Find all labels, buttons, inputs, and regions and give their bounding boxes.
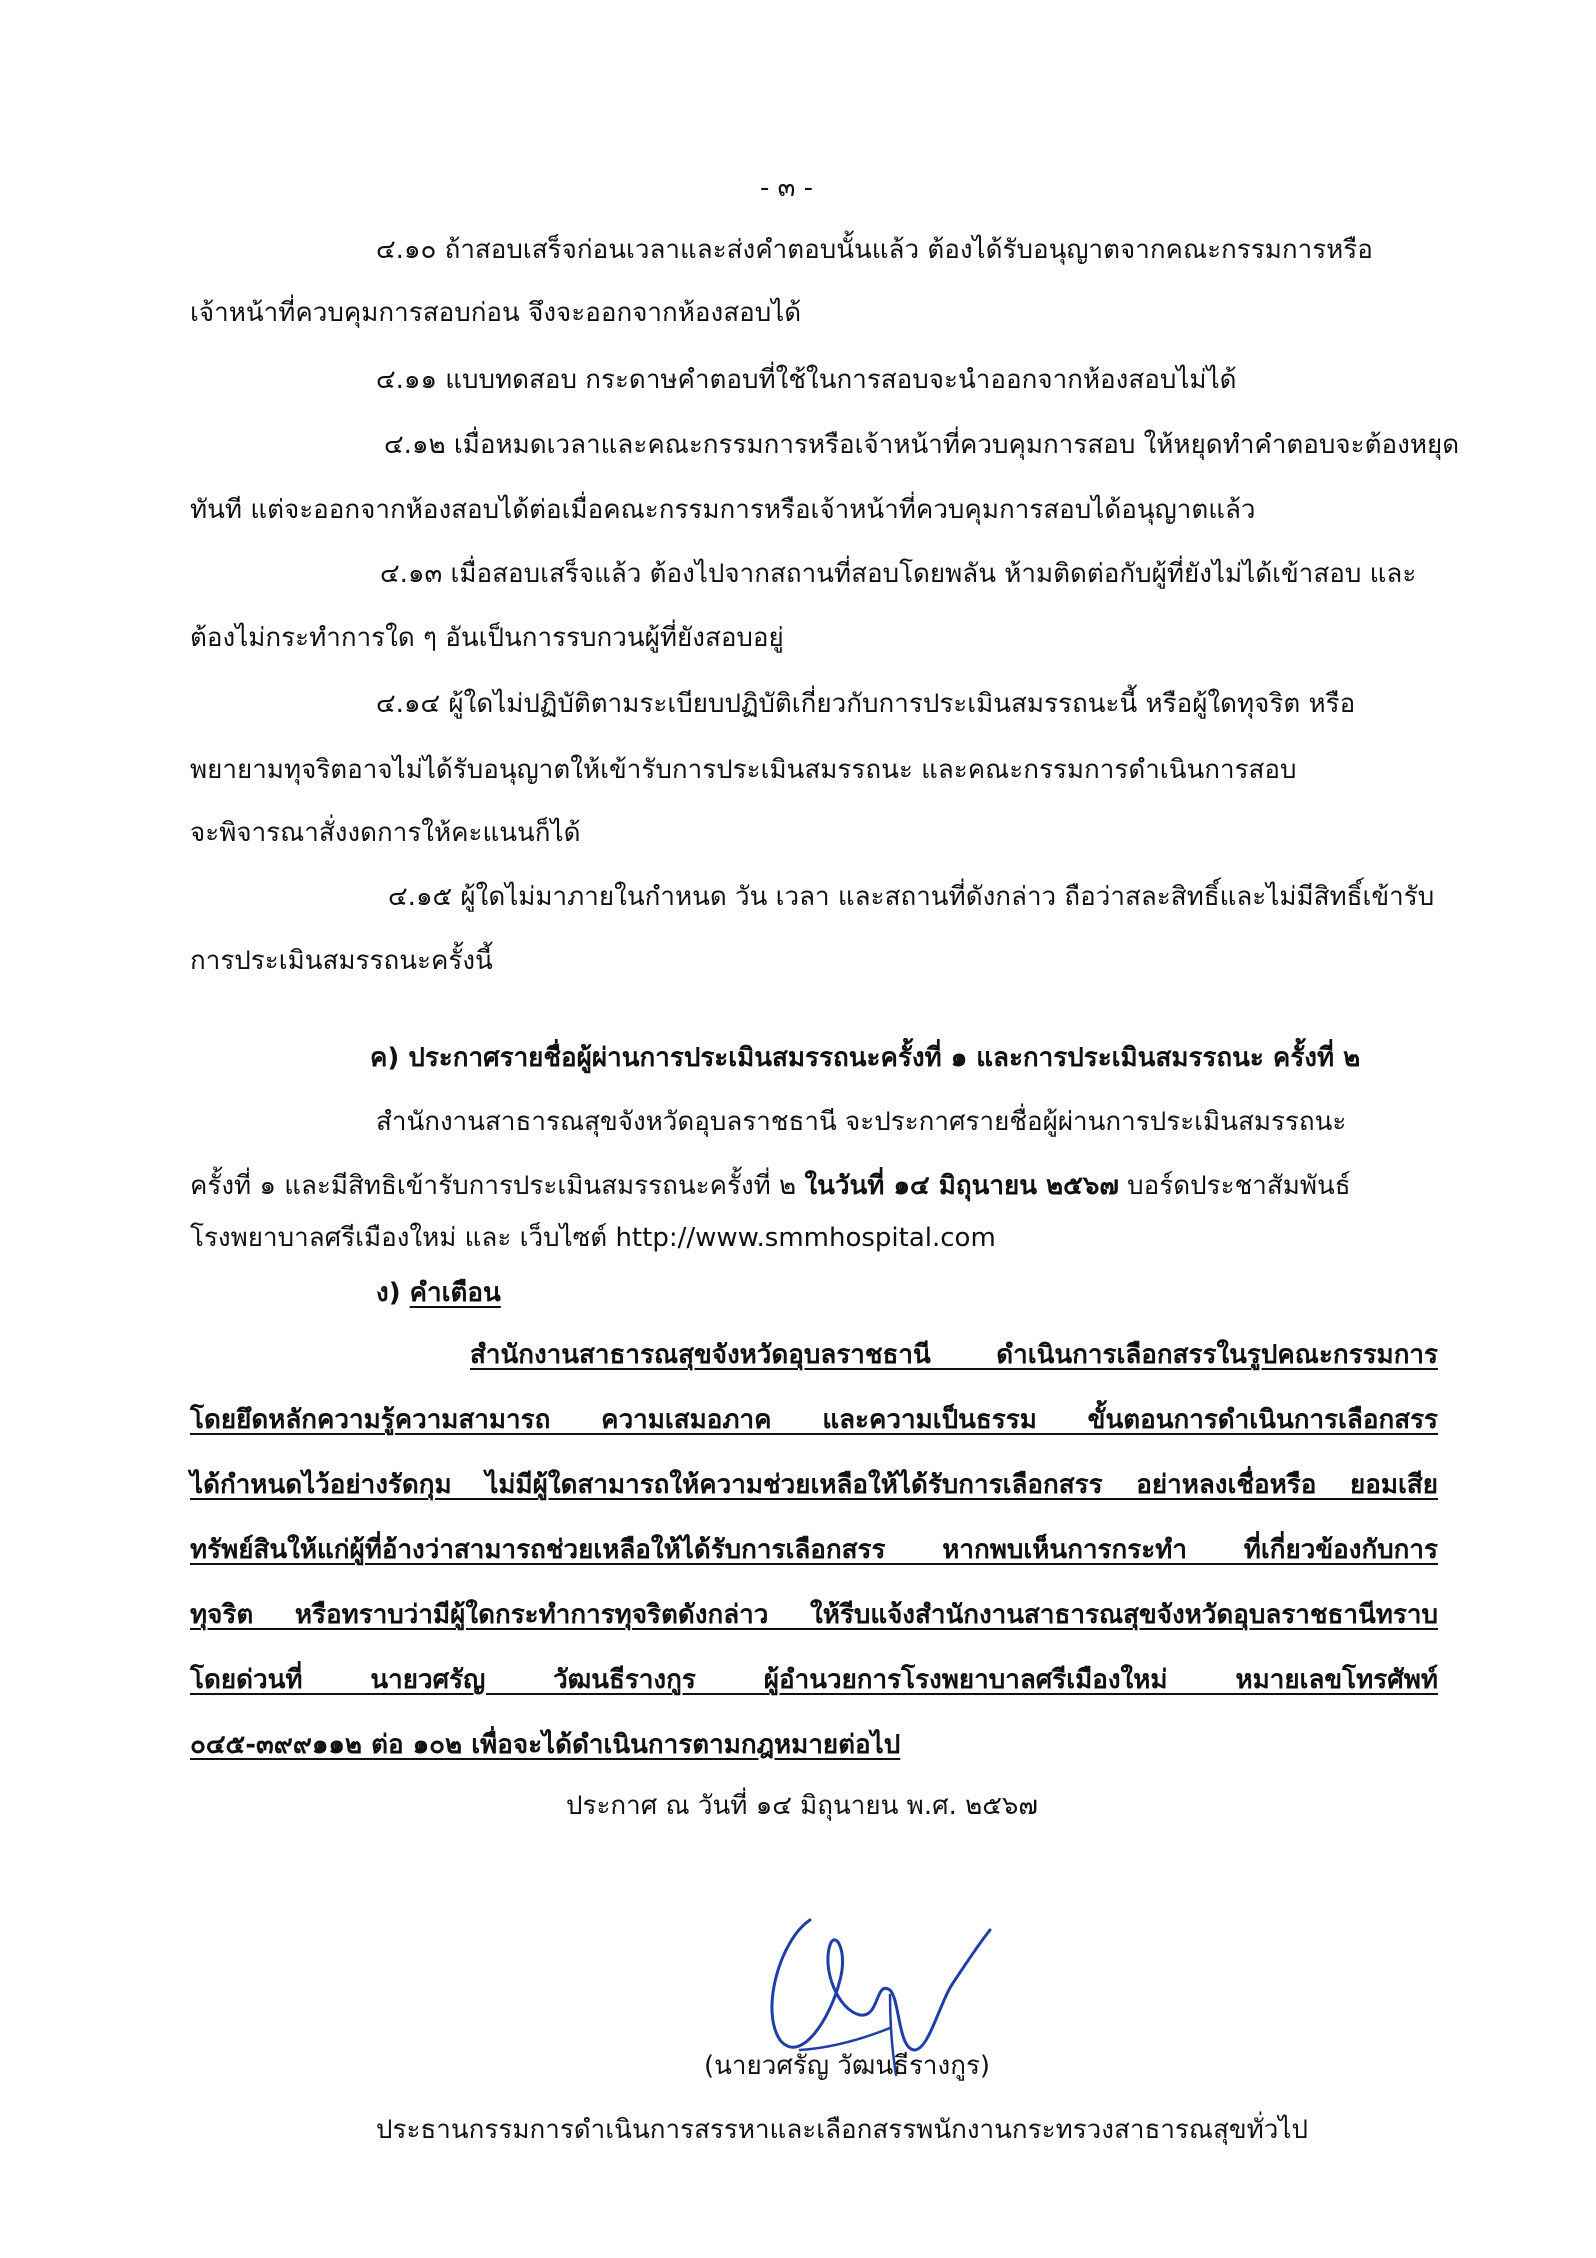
item-4-12-line-2: ทันที แต่จะออกจากห้องสอบได้ต่อเมื่อคณะกรรมการหรือเจ้าหน้าที่ควบคุมการสอบได้อนุญาตแล้ว — [190, 495, 1256, 525]
page-number: - ๓ - — [760, 173, 814, 203]
section-c-line-1: สำนักงานสาธารณสุขจังหวัดอุบลราชธานี จะประกาศรายชื่อผู้ผ่านการประเมินสมรรถนะ — [376, 1107, 1347, 1137]
item-4-14-line-1: ๔.๑๔ ผู้ใดไม่ปฏิบัติตามระเบียบปฏิบัติเกี่ยวกับการประเมินสมรรถนะนี้ หรือผู้ใดทุจริต หรือ — [376, 689, 1356, 719]
warning-line-2: โดยยึดหลักความรู้ความสามารถ ความเสมอภาค และความเป็นธรรม ขั้นตอนการดำเนินการเลือกสรร — [190, 1405, 1438, 1435]
warning-line-5: ทุจริต หรือทราบว่ามีผู้ใดกระทำการทุจริตดังกล่าว ให้รีบแจ้งสำนักงานสาธารณสุขจังหวัดอุบลราชธานีทราบ — [190, 1600, 1438, 1630]
item-4-15-line-1: ๔.๑๕ ผู้ใดไม่มาภายในกำหนด วัน เวลา และสถานที่ดังกล่าว ถือว่าสละสิทธิ์และไม่มีสิทธิ์เข้ารับ — [388, 882, 1435, 912]
section-c-line-3: โรงพยาบาลศรีเมืองใหม่ และ เว็บไซต์ http://www.smmhospital.com — [190, 1223, 996, 1253]
signer-name: (นายวศรัญ วัฒนธีรางกูร) — [704, 2051, 991, 2081]
warning-line-4: ทรัพย์สินให้แก่ผู้ที่อ้างว่าสามารถช่วยเหลือให้ได้รับการเลือกสรร หากพบเห็นการกระทำ ที่เกี่ยวข้องกับการ — [190, 1535, 1438, 1565]
item-4-14-line-3: จะพิจารณาสั่งงดการให้คะแนนก็ได้ — [190, 818, 581, 848]
warning-line-7: ๐๔๕-๓๙๙๑๑๒ ต่อ ๑๐๒ เพื่อจะได้ดำเนินการตามกฎหมายต่อไป — [190, 1730, 901, 1760]
warning-line-6: โดยด่วนที่ นายวศรัญ วัฒนธีรางกูร ผู้อำนวยการโรงพยาบาลศรีเมืองใหม่ หมายเลขโทรศัพท์ — [190, 1665, 1438, 1695]
item-4-11: ๔.๑๑ แบบทดสอบ กระดาษคำตอบที่ใช้ในการสอบจะนำออกจากห้องสอบไม่ได้ — [376, 365, 1237, 395]
section-d-label: ง) — [376, 1278, 410, 1308]
warning-line-1: สำนักงานสาธารณสุขจังหวัดอุบลราชธานี ดำเนินการเลือกสรรในรูปคณะกรรมการ — [470, 1340, 1438, 1370]
section-d-heading — [376, 1275, 501, 1311]
section-c-line-2-a: ครั้งที่ ๑ และมีสิทธิเข้ารับการประเมินสมรรถนะครั้งที่ ๒ — [190, 1171, 805, 1201]
section-d-title: คำเตือน — [409, 1278, 501, 1308]
item-4-13-line-1: ๔.๑๓ เมื่อสอบเสร็จแล้ว ต้องไปจากสถานที่สอบโดยพลัน ห้ามติดต่อกับผู้ที่ยังไม่ได้เข้าสอบ และ — [380, 559, 1417, 589]
signer-title: ประธานกรรมการดำเนินการสรรหาและเลือกสรรพนักงานกระทรวงสาธารณสุขทั่วไป — [376, 2115, 1308, 2145]
section-c-announce-date: ในวันที่ ๑๔ มิถุนายน ๒๕๖๗ — [804, 1171, 1119, 1201]
announcement-date: ประกาศ ณ วันที่ ๑๔ มิถุนายน พ.ศ. ๒๕๖๗ — [566, 1791, 1038, 1821]
warning-line-3: ได้กำหนดไว้อย่างรัดกุม ไม่มีผู้ใดสามารถให้ความช่วยเหลือให้ได้รับการเลือกสรร อย่าหลงเชื่อหรือ ยอมเสีย — [190, 1470, 1438, 1500]
item-4-15-line-2: การประเมินสมรรถนะครั้งนี้ — [190, 946, 493, 976]
section-c-heading: ค) ประกาศรายชื่อผู้ผ่านการประเมินสมรรถนะครั้งที่ ๑ และการประเมินสมรรถนะ ครั้งที่ ๒ — [370, 1043, 1361, 1073]
section-c-line-2 — [190, 1168, 1351, 1204]
item-4-10-line-2: เจ้าหน้าที่ควบคุมการสอบก่อน จึงจะออกจากห้องสอบได้ — [190, 298, 802, 328]
item-4-14-line-2: พยายามทุจริตอาจไม่ได้รับอนุญาตให้เข้ารับการประเมินสมรรถนะ และคณะกรรมการดำเนินการสอบ — [190, 755, 1297, 785]
section-c-line-2-c: บอร์ดประชาสัมพันธ์ — [1118, 1171, 1351, 1201]
item-4-13-line-2: ต้องไม่กระทำการใด ๆ อันเป็นการรบกวนผู้ที่ยังสอบอยู่ — [190, 623, 784, 653]
item-4-10-line-1: ๔.๑๐ ถ้าสอบเสร็จก่อนเวลาและส่งคำตอบนั้นแล้ว ต้องได้รับอนุญาตจากคณะกรรมการหรือ — [376, 235, 1373, 265]
item-4-12-line-1: ๔.๑๒ เมื่อหมดเวลาและคณะกรรมการหรือเจ้าหน้าที่ควบคุมการสอบ ให้หยุดทำคำตอบจะต้องหยุด — [384, 430, 1460, 460]
